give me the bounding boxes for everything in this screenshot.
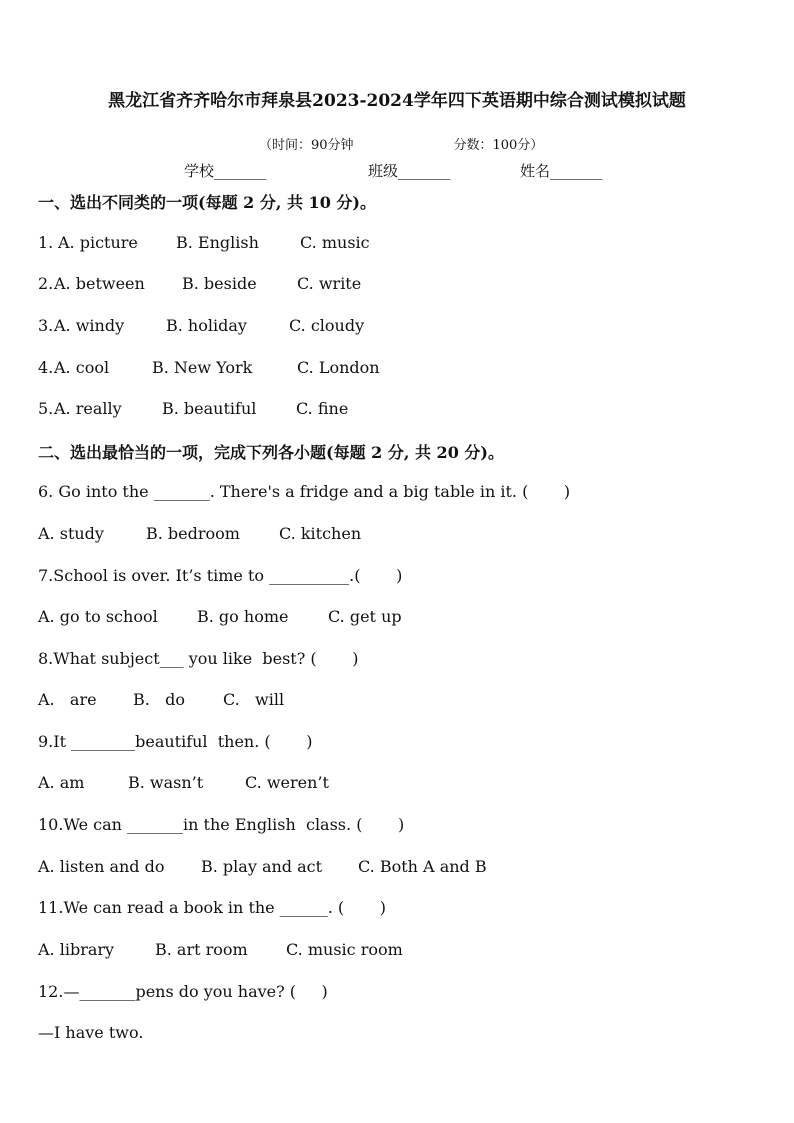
question-number: 4.: [38, 358, 54, 377]
option-c: C. will: [223, 690, 285, 709]
option-b: B. bedroom: [146, 524, 240, 543]
option-a: A. am: [38, 773, 85, 792]
option-a: A. are: [38, 690, 97, 709]
option-c: C. Both A and B: [358, 857, 487, 876]
option-a: A. picture: [58, 233, 138, 252]
question-text: 6. Go into the _______. There's a fridge and a big table in it. ( ): [38, 482, 571, 501]
option-b: B. holiday: [166, 316, 247, 335]
option-b: B. go home: [197, 607, 289, 626]
question-text: 8.What subject___ you like best? ( ): [38, 649, 359, 668]
question-text: 10.We can _______in the English class. ( ): [38, 815, 405, 834]
option-a: A. cool: [54, 358, 110, 377]
option-c: C. music: [300, 233, 370, 252]
option-b: B. do: [133, 690, 185, 709]
option-b: B. wasn’t: [128, 773, 204, 792]
question-text: 9.It ________beautiful then. ( ): [38, 732, 313, 751]
option-b: B. New York: [152, 358, 253, 377]
question-number: 3.: [38, 316, 54, 335]
school-field: 学校_______: [184, 162, 267, 180]
question-number: 2.: [38, 274, 54, 293]
exam-title: 黑龙江省齐齐哈尔市拜泉县2023-2024学年四下英语期中综合测试模拟试题: [108, 91, 686, 111]
option-b: B. beautiful: [162, 399, 257, 418]
option-a: A. listen and do: [38, 857, 165, 876]
option-c: C. music room: [286, 940, 403, 959]
question-text: 7.School is over. It’s time to __________.( ): [38, 566, 403, 585]
option-c: C. get up: [328, 607, 402, 626]
option-c: C. London: [297, 358, 380, 377]
option-c: C. write: [297, 274, 362, 293]
option-c: C. kitchen: [279, 524, 362, 543]
option-b: B. play and act: [201, 857, 323, 876]
option-a: A. study: [38, 524, 104, 543]
time-limit: （时间：90分钟: [258, 138, 354, 153]
option-a: A. library: [38, 940, 115, 959]
question-text: 12.—_______pens do you have? ( ): [38, 982, 328, 1001]
section-heading-1: 一、选出不同类的一项(每题 2 分, 共 10 分)。: [38, 193, 376, 212]
exam-subtitle: [0, 119, 794, 153]
option-c: C. fine: [296, 399, 349, 418]
option-a: A. windy: [54, 316, 125, 335]
question-text: 11.We can read a book in the ______. ( ): [38, 898, 386, 917]
name-field: 姓名_______: [520, 162, 603, 180]
option-c: C. weren’t: [245, 773, 329, 792]
option-a: A. go to school: [38, 607, 158, 626]
option-b: B. English: [176, 233, 259, 252]
class-field: 班级_______: [368, 162, 451, 180]
section-heading-2: 二、选出最恰当的一项，完成下列各小题(每题 2 分, 共 20 分)。: [38, 443, 504, 462]
question-number: 5.: [38, 399, 54, 418]
option-c: C. cloudy: [289, 316, 365, 335]
option-b: B. beside: [182, 274, 257, 293]
option-b: B. art room: [155, 940, 248, 959]
answer-line: —I have two.: [38, 1023, 144, 1042]
total-score: 分数：100分）: [453, 138, 544, 153]
question-number: 1.: [38, 233, 59, 252]
option-a: A. really: [54, 399, 122, 418]
option-a: A. between: [54, 274, 145, 293]
